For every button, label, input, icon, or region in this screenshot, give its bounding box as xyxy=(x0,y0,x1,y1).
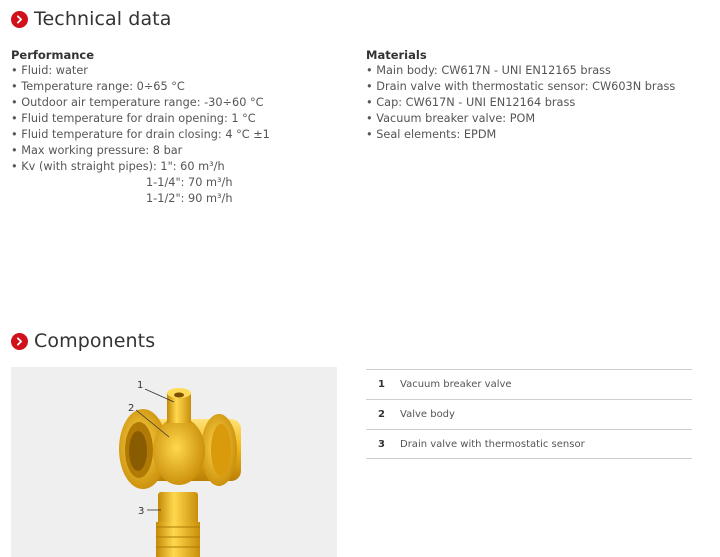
component-number: 1 xyxy=(378,379,385,390)
components-heading xyxy=(11,330,155,352)
callout-1: 1 xyxy=(137,380,144,391)
component-label: Vacuum breaker valve xyxy=(400,379,512,390)
technical-data-heading xyxy=(11,8,171,30)
components-title: Components xyxy=(34,330,156,352)
performance-line: • Fluid temperature for drain closing: 4 °C ±1 xyxy=(11,128,270,141)
kv-extra-line: 1-1/4": 70 m³/h xyxy=(146,176,233,189)
materials-line: • Drain valve with thermostatic sensor: CW603N brass xyxy=(366,80,676,93)
valve-illustration xyxy=(11,367,337,557)
kv-extra-line: 1-1/2": 90 m³/h xyxy=(146,192,233,205)
components-table xyxy=(366,369,692,459)
component-number: 3 xyxy=(378,438,385,450)
performance-section xyxy=(11,47,270,207)
component-label: Drain valve with thermostatic sensor xyxy=(400,438,585,450)
materials-line: • Main body: CW617N - UNI EN12165 brass xyxy=(366,64,611,77)
chevron-right-circle-icon xyxy=(11,11,28,28)
callout-2: 2 xyxy=(128,403,135,414)
performance-title: Performance xyxy=(11,48,95,62)
materials-section xyxy=(366,47,675,143)
performance-line: • Temperature range: 0÷65 °C xyxy=(11,80,185,93)
table-row xyxy=(366,399,692,429)
component-label: Valve body xyxy=(400,409,455,420)
component-number: 2 xyxy=(378,409,385,420)
product-image xyxy=(11,367,337,557)
chevron-right-circle-icon xyxy=(11,333,28,350)
callout-3: 3 xyxy=(138,506,145,517)
materials-line: • Vacuum breaker valve: POM xyxy=(366,112,536,125)
materials-line: • Seal elements: EPDM xyxy=(366,128,497,141)
performance-line: • Kv (with straight pipes): 1": 60 m³/h xyxy=(11,160,225,173)
table-row xyxy=(366,429,692,459)
materials-title: Materials xyxy=(366,48,427,62)
performance-line: • Fluid: water xyxy=(11,64,88,77)
performance-line: • Fluid temperature for drain opening: 1 °C xyxy=(11,112,256,125)
performance-line: • Max working pressure: 8 bar xyxy=(11,144,183,157)
table-row xyxy=(366,369,692,399)
technical-data-title: Technical data xyxy=(34,8,172,30)
materials-line: • Cap: CW617N - UNI EN12164 brass xyxy=(366,96,576,109)
performance-line: • Outdoor air temperature range: -30÷60 °C xyxy=(11,96,264,109)
